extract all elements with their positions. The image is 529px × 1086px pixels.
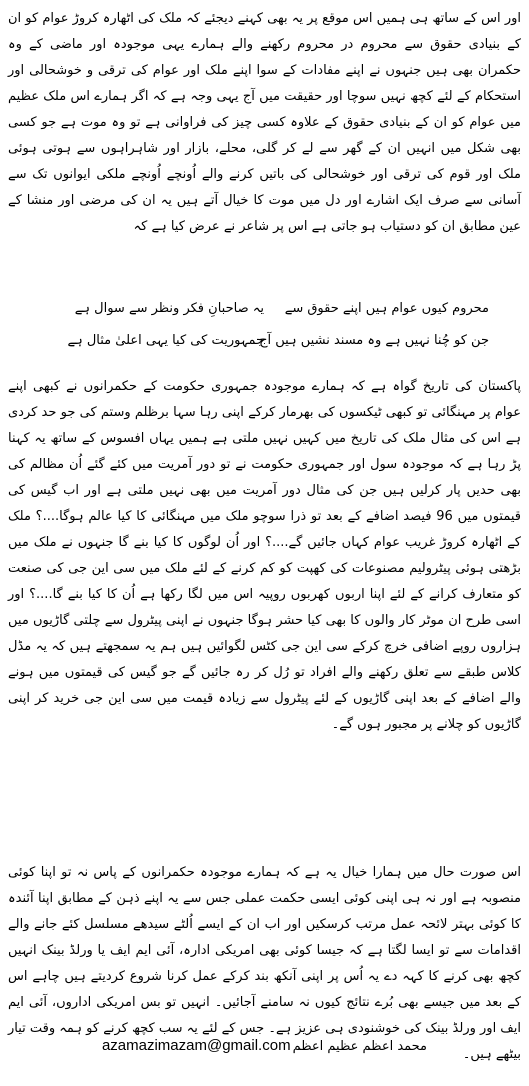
author-name: محمد اعظم عظیم اعظم (292, 1039, 428, 1054)
article-paragraph-2: پاکستان کی تاریخ گواہ ہے کہ ہمارے موجودہ جمہوری حکومت کے حکمرانوں نے کبھی اپنے عوام پر مہنگائی تو کبھی ٹیکسوں کی بھرمار کرکے اپنی رہا سہا برظلم وستم کی جو حد کردی ہے اس کی مثال ملک کی تاریخ میں کہیں نہیں ملتی ہے ہمیں یہاں افسوس کے ساتھ یہ کہنا پڑ رہا ہے کہ موجودہ سول اور جمہوری حکومت نے تو دور آمریت میں کئے گئے اُن مظالم کی بھی حدیں پار کرلیں ہیں جن کی مثال دور آمریت میں بھی نہیں ملتی ہے اور اب گیس کی قیمتوں میں 96 فیصد اضافے کے بعد تو ذرا سوچو ملک میں مہنگائی کا کیا عالم ہوگا....؟ ملک کے اٹھارہ کروڑ غریب عوام کہاں جائیں گے....؟ اور اُن لوگوں کا کیا بنے گا جنہوں نے ملک میں بڑھتی ہوئی پیٹرولیم مصنوعات کی کھپت کو کم کرنے کے لئے ملک میں سی این جی کی صنعت کو متعارف کرانے کے لئے اپنا اربوں کھربوں روپیہ اس میں لگا رکھا ہے اُن کا کیا بنے گا....؟ اور اسی طرح ان موٹر کار والوں کا بھی کیا حشر ہوگا جنہوں نے اپنی پیٹرول سے چلتی گاڑیوں میں ہزاروں روپے اضافی خرچ کرکے سی این جی کٹس لگوائیں ہیں ہم یہ سمجھتے ہیں کہ یہ مڈل کلاس طبقے سے تعلق رکھنے والے افراد تو رُل کر رہ جائیں گے جو گیس کی قیمتوں میں ہونے والے اضافے کے بعد اپنی گاڑیوں کے لئے پیٹرول سے زیادہ قیمت میں سی این جی خرید کر اپنی گاڑیوں کو چلانے پر مجبور ہوں گے۔ (8, 379, 521, 732)
poem-line-2-second-half: جمہوریت کی کیا یہی اعلیٰ مثال ہے (67, 333, 264, 348)
poem-line-1-first-half: محروم کیوں عوام ہیں اپنے حقوق سے (284, 301, 489, 316)
poem-line-1-second-half: یہ صاحبانِ فکر ونظر سے سوال ہے (74, 301, 264, 316)
poem-line-2-first-half: جن کو چُنا نہیں ہے وہ مسند نشیں ہیں آج (259, 333, 489, 348)
author-signature (0, 1036, 529, 1057)
article-paragraph-3: اس صورت حال میں ہمارا خیال یہ ہے کہ ہمارے موجودہ حکمرانوں کے پاس نہ تو اپنا کوئی منصوبہ ہے اور نہ ہی اپنی کوئی ایسی حکمت عملی جس سے یہ اپنے ذہن کے مطابق اپنا آئندہ کا کوئی بہتر لائحہ عمل مرتب کرسکیں اور اب ان کے ایسے اُلٹے سیدھے مسلسل کئے جانے والے اقدامات سے تو ایسا لگتا ہے کہ جیسا کوئی بھی امریکی ادارہ، آئی ایم ایف یا ورلڈ بینک انہیں کچھ بھی کرنے کا کہہ دے یہ اُس پر اپنی آنکھ بند کرکے عمل کرنا شروع کردیتے ہیں چاہے اس کے بعد میں جیسے بھی بُرے نتائج کیوں نہ سامنے آجائیں۔ انہیں تو بس امریکی اداروں، آئی ایم ایف اور ورلڈ بینک کی خوشنودی ہی عزیز ہے۔ جس کے لئے یہ سب کچھ کرنے کو ہمہ وقت تیار بیٹھے ہیں۔ (8, 865, 521, 1062)
article-paragraph-1: اور اس کے ساتھ ہی ہمیں اس موقع پر یہ بھی کہنے دیجئے کہ ملک کی اٹھارہ کروڑ عوام کو ان کے بنیادی حقوق سے محروم در محروم رکھنے والے ہمارے یہی موجودہ اور ماضی کے وہ حکمران بھی ہیں جنہوں نے اپنے مفادات کے سوا اپنے ملک اور عوام کی ترقی و خوشحالی اور استحکام کے لئے کچھ نہیں سوچا اور حقیقت میں آج یہی وجہ ہے کہ اگر ہمارے اس ملک عظیم میں عوام کو ان کے بنیادی حقوق کے علاوہ کسی چیز کی فراوانی ہے تو وہ موت ہے جو کسی بھی شکل میں انہیں ان کے گھر سے لے کر گلی، محلے، بازار اور شاہراہوں سے ہوتی ہوئی ملک اور قوم کی ترقی اور خوشحالی کی باتیں کرنے والے اُونچے اُونچے ملکی ایوانوں تک سے آسانی سے صرف ایک اشارے اور دل میں موت کا خیال آتے ہیں یہ ان کی مرضی اور منشا کے عین مطابق ان کو دستیاب ہو جاتی ہے اس پر شاعر نے عرض کیا ہے کہ (8, 11, 521, 234)
author-email: azamazimazam@gmail.com (101, 1037, 291, 1054)
